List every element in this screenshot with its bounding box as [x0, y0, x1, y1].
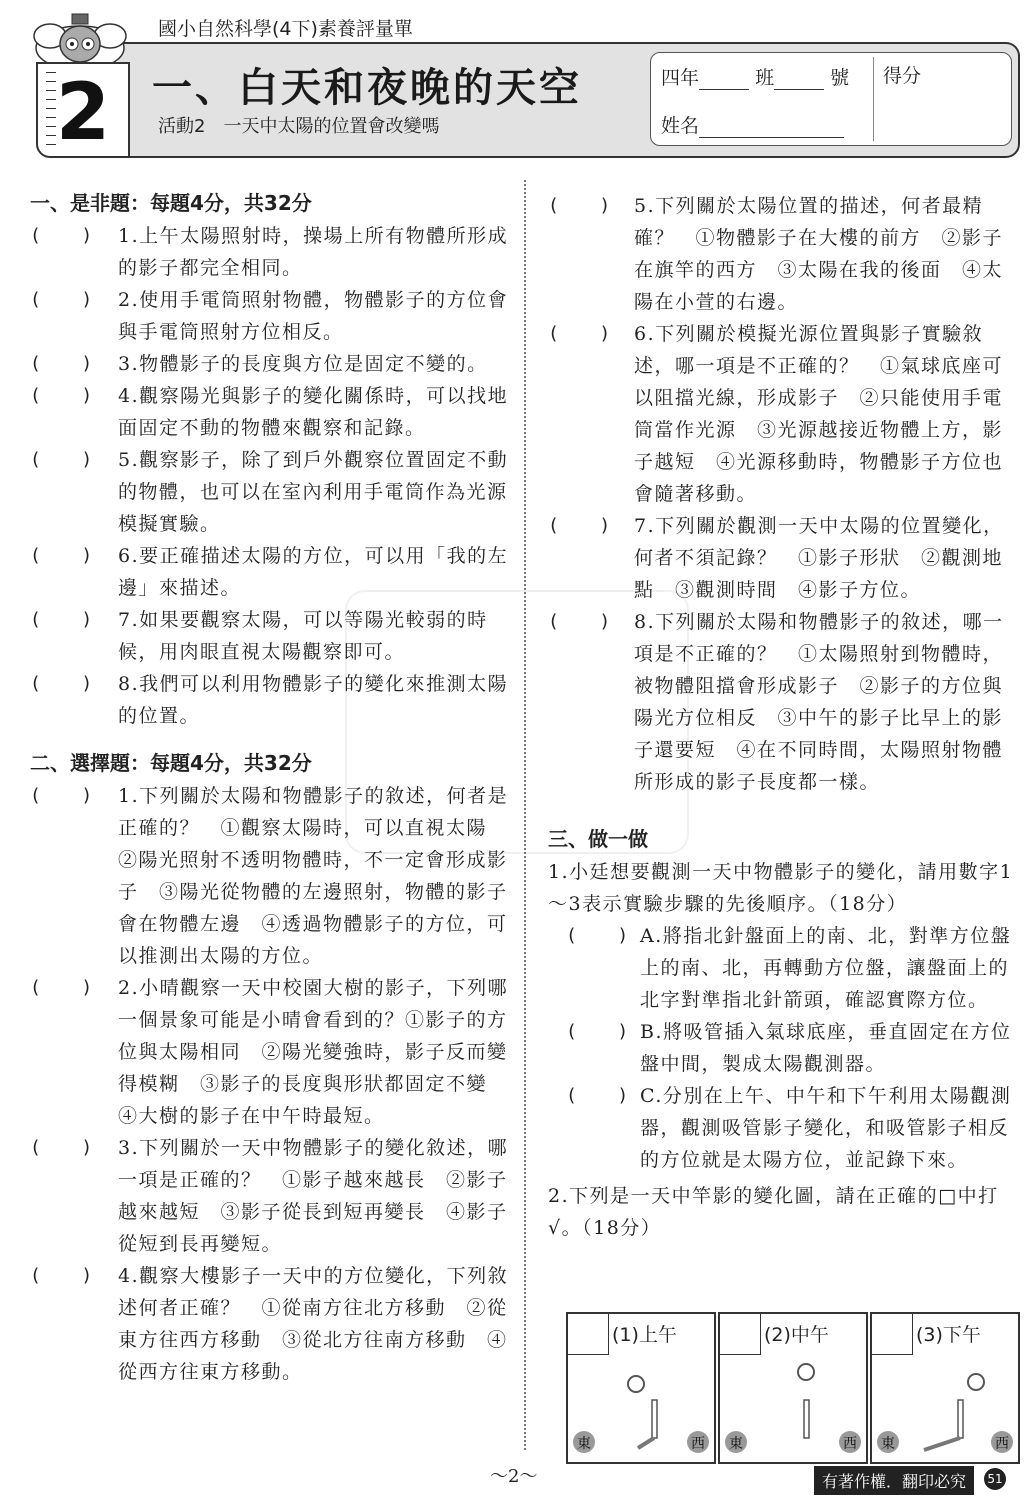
answer-blank[interactable]: ( ) — [30, 1137, 94, 1158]
answer-blank[interactable]: ( ) — [30, 449, 94, 470]
seat-label: 號 — [830, 67, 850, 89]
choice-item — [548, 190, 1023, 318]
page-title: 一、白天和夜晚的天空 — [152, 65, 582, 111]
panel-label: (2)中午 — [764, 1324, 829, 1346]
true-false-item — [30, 444, 510, 540]
order-blank[interactable]: ( ) — [566, 1085, 630, 1106]
activity-question-2: 2.下列是一天中竿影的變化圖，請在正確的□中打√。（18分） — [548, 1185, 999, 1239]
west-label: 西 — [691, 1436, 705, 1452]
answer-blank[interactable]: ( ) — [548, 323, 612, 344]
true-false-item — [30, 668, 510, 732]
true-false-item — [30, 604, 510, 668]
choice-item — [30, 972, 510, 1132]
section1-heading: 一、是非題：每題4分，共32分 — [30, 191, 312, 215]
east-label: 東 — [577, 1436, 591, 1452]
true-false-item — [30, 348, 510, 380]
answer-blank[interactable]: ( ) — [30, 353, 94, 374]
left-column — [30, 186, 510, 1388]
section3-heading: 三、做一做 — [548, 827, 648, 851]
answer-blank[interactable]: ( ) — [30, 673, 94, 694]
copyright-notice: 有著作權．翻印必究 — [814, 1466, 974, 1495]
experiment-step — [548, 1016, 1023, 1080]
answer-blank[interactable]: ( ) — [30, 385, 94, 406]
step-text: B.將吸管插入氣球底座，垂直固定在方位盤中間，製成太陽觀測器。 — [640, 1021, 1012, 1075]
question-text: 2.小晴觀察一天中校園大樹的影子，下列哪一個景象可能是小晴會看到的？①影子的方位與太陽相同 ②陽光變強時，影子反而變得模糊 ③影子的長度與形狀都固定不變 ④大樹的影子在中午時最短。 — [118, 977, 509, 1127]
name-label: 姓名 — [661, 115, 700, 137]
answer-blank[interactable]: ( ) — [30, 977, 94, 998]
choice-item — [30, 1132, 510, 1260]
east-label: 東 — [881, 1436, 895, 1452]
grade-label: 四年 — [661, 67, 700, 89]
answer-blank[interactable]: ( ) — [30, 545, 94, 566]
panel-label: (1)上午 — [612, 1324, 677, 1346]
page-number: ～2～ — [490, 1466, 538, 1487]
question-text: 7.下列關於觀測一天中太陽的位置變化，何者不須記錄？ ①影子形狀 ②觀測地點 ③觀測時間 ④影子方位。 — [634, 515, 1004, 601]
column-divider — [524, 180, 526, 1450]
choice-item — [548, 318, 1023, 510]
question-text: 1.下列關於太陽和物體影子的敘述，何者是正確的？ ①觀察太陽時，可以直視太陽 ②陽光照射不透明物體時，不一定會形成影子 ③陽光從物體的左邊照射，物體的影子會在物體左邊 ④透過物體影子的方位，可以推測出太陽的方位。 — [118, 785, 509, 967]
name-info-line — [661, 111, 844, 138]
diagram-noon — [718, 1312, 868, 1464]
west-label: 西 — [843, 1436, 857, 1452]
right-column — [548, 190, 1023, 1244]
experiment-step — [548, 1080, 1023, 1176]
answer-blank[interactable]: ( ) — [30, 785, 94, 806]
question-text: 5.觀察影子，除了到戶外觀察位置固定不動的物體，也可以在室內利用手電筒作為光源模擬實驗。 — [118, 449, 509, 535]
shadow-diagrams — [566, 1312, 1018, 1462]
choice-item — [548, 510, 1023, 606]
west-label: 西 — [995, 1436, 1009, 1452]
question-text: 3.物體影子的長度與方位是固定不變的。 — [118, 353, 488, 375]
seat-blank[interactable] — [774, 71, 824, 90]
east-label: 東 — [729, 1436, 743, 1452]
question-text: 4.觀察陽光與影子的變化關係時，可以找地面固定不動的物體來觀察和記錄。 — [118, 385, 509, 439]
true-false-item — [30, 220, 510, 284]
question-text: 5.下列關於太陽位置的描述，何者最精確？ ①物體影子在大樓的前方 ②影子在旗竿的西方 ③太陽在我的後面 ④太陽在小萱的右邊。 — [634, 195, 1004, 313]
unit-number-box — [36, 62, 130, 158]
student-info-box — [650, 52, 1012, 146]
diagram-morning — [566, 1312, 716, 1464]
order-blank[interactable]: ( ) — [566, 925, 630, 946]
answer-blank[interactable]: ( ) — [548, 515, 612, 536]
section2-heading: 二、選擇題：每題4分，共32分 — [30, 751, 312, 775]
sun-pole-shadow-icon — [872, 1314, 1018, 1462]
owl-mascot-icon — [30, 10, 130, 70]
score-label: 得分 — [883, 65, 922, 87]
answer-blank[interactable]: ( ) — [30, 1265, 94, 1286]
class-info-line — [661, 63, 849, 90]
activity-subtitle: 活動2 一天中太陽的位置會改變嗎 — [158, 116, 440, 137]
panel-label: (3)下午 — [916, 1324, 981, 1346]
question-text: 6.要正確描述太陽的方位，可以用「我的左邊」來描述。 — [118, 545, 509, 599]
question-text: 2.使用手電筒照射物體，物體影子的方位會與手電筒照射方位相反。 — [118, 289, 509, 343]
worksheet-series-title: 國小自然科學(4下)素養評量單 — [158, 18, 413, 40]
answer-blank[interactable]: ( ) — [30, 609, 94, 630]
choice-item — [30, 780, 510, 972]
question-text: 8.下列關於太陽和物體影子的敘述，哪一項是不正確的？ ①太陽照射到物體時，被物體阻擋會形成影子 ②影子的方位與陽光方位相反 ③中午的影子比早上的影子還要短 ④在不同時間，太陽照射物體所形成的影子長度都一樣。 — [634, 611, 1004, 793]
question-text: 7.如果要觀察太陽，可以等陽光較弱的時候，用肉眼直視太陽觀察即可。 — [118, 609, 488, 663]
order-blank[interactable]: ( ) — [566, 1021, 630, 1042]
experiment-step — [548, 920, 1023, 1016]
answer-blank[interactable]: ( ) — [548, 195, 612, 216]
name-blank[interactable] — [699, 119, 844, 138]
choice-item — [30, 1260, 510, 1388]
true-false-item — [30, 380, 510, 444]
question-text: 3.下列關於一天中物體影子的變化敘述，哪一項是正確的？ ①影子越來越長 ②影子越來越短 ③影子從長到短再變長 ④影子從短到長再變短。 — [118, 1137, 509, 1255]
true-false-item — [30, 284, 510, 348]
class-label: 班 — [755, 67, 775, 89]
question-text: 1.上午太陽照射時，操場上所有物體所形成的影子都完全相同。 — [118, 225, 509, 279]
question-text: 6.下列關於模擬光源位置與影子實驗敘述，哪一項是不正確的？ ①氣球底座可以阻擋光線，形成影子 ②只能使用手電筒當作光源 ③光源越接近物體上方，影子越短 ④光源移動時，物體影子方位也會隨著移動。 — [634, 323, 1004, 505]
choice-item — [548, 606, 1023, 798]
sun-pole-shadow-icon — [568, 1314, 714, 1462]
answer-blank[interactable]: ( ) — [30, 225, 94, 246]
question-text: 8.我們可以利用物體影子的變化來推測太陽的位置。 — [118, 673, 509, 727]
sun-pole-shadow-icon — [720, 1314, 866, 1462]
answer-blank[interactable]: ( ) — [548, 611, 612, 632]
class-blank[interactable] — [699, 71, 749, 90]
page-circle-number: 51 — [984, 1468, 1006, 1490]
activity-question-1: 1.小廷想要觀測一天中物體影子的變化，請用數字1～3表示實驗步驟的先後順序。（18分） — [548, 861, 1014, 915]
answer-blank[interactable]: ( ) — [30, 289, 94, 310]
true-false-item — [30, 540, 510, 604]
step-text: C.分別在上午、中午和下午利用太陽觀測器，觀測吸管影子變化，和吸管影子相反的方位就是太陽方位，並記錄下來。 — [640, 1085, 1012, 1171]
step-text: A.將指北針盤面上的南、北，對準方位盤上的南、北，再轉動方位盤，讓盤面上的北字對準指北針箭頭，確認實際方位。 — [640, 925, 1012, 1011]
diagram-afternoon — [870, 1312, 1020, 1464]
question-text: 4.觀察大樓影子一天中的方位變化，下列敘述何者正確？ ①從南方往北方移動 ②從東方往西方移動 ③從北方往南方移動 ④從西方往東方移動。 — [118, 1265, 509, 1383]
unit-number: 2 — [55, 68, 111, 158]
